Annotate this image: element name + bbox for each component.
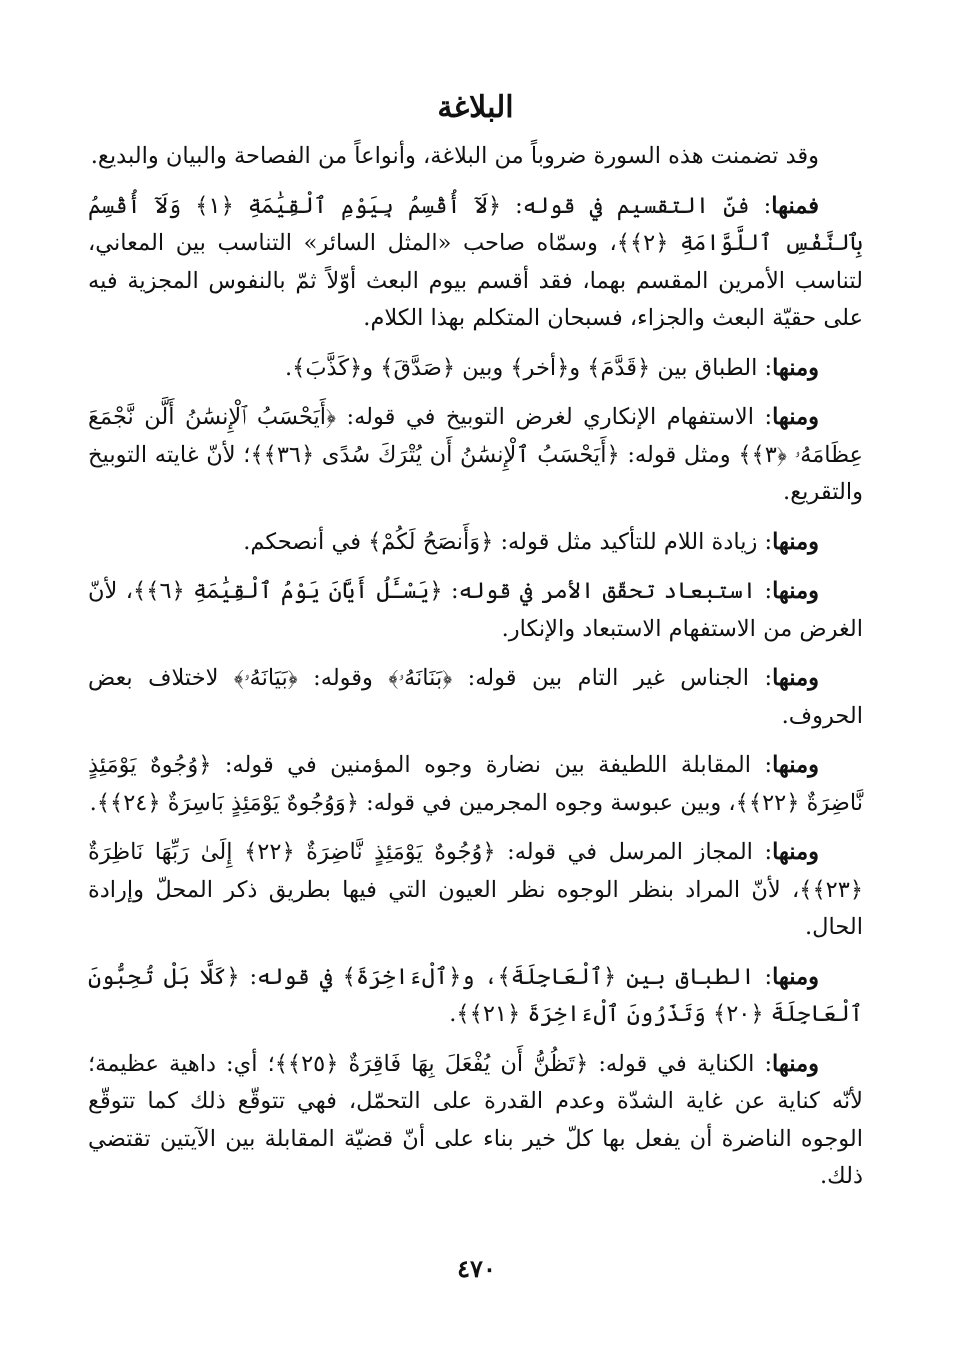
paragraph-lead: ومنها xyxy=(772,665,819,691)
paragraph-text: : الطباق بين ﴿قَدَّمَ﴾ و﴿أخر﴾ وبين ﴿صَدَّقَ﴾ و﴿كَذَّبَ﴾. xyxy=(285,354,773,381)
paragraph-lead: ومنها xyxy=(772,839,819,865)
paragraph-majaz-mursal xyxy=(88,834,863,947)
paragraph-text: : استبعاد تحقّق الأمر في قوله: ﴿يَسْـَٔلُ أَيَّانَ يَوْمُ ٱلْقِيَٰمَةِ ﴿٦﴾﴾، لأنّ الغرض من الاستفهام الاستبعاد والإنكار. xyxy=(88,578,863,642)
page-number: ٤٧٠ xyxy=(457,1254,496,1283)
paragraph-lead: ومنها xyxy=(772,404,819,430)
paragraph-text: : الكناية في قوله: ﴿تَظُنُّ أَن يُفْعَلَ بِهَا فَاقِرَةٌ ﴿٢٥﴾﴾؛ أي: داهية عظيمة؛ لأنّه كناية عن غاية الشدّة وعدم القدرة على التحمّل، فهي تتوقّع ذلك كما تتوقّع الوجوه الناضرة أن يفعل بها كلّ خير بناء على أنّ قضيّة المقابلة بين الآيتين تقتضي ذلك. xyxy=(88,1050,863,1189)
paragraph-lead: ومنها xyxy=(772,528,819,555)
paragraph-text: : الاستفهام الإنكاري لغرض التوبيخ في قوله: ﴿أَيَحْسَبُ ٱلْإِنسَٰنُ أَلَّن نَّجْمَعَ عِظَامَهُۥ ﴿٣﴾﴾ ومثل قوله: ﴿أَيَحْسَبُ ٱلْإِنسَٰنُ أَن يُتْرَكَ سُدًى ﴿٣٦﴾﴾؛ لأنّ غايته التوبيخ والتقريع. xyxy=(88,404,863,505)
paragraph-istibad xyxy=(88,573,863,648)
paragraph-lead: ومنها xyxy=(772,1050,819,1077)
paragraph-lead: فمنها xyxy=(771,192,819,219)
paragraph-text: : فنّ التقسيم في قوله: ﴿لَآ أُقْسِمُ بِيَوْمِ ٱلْقِيَٰمَةِ ﴿١﴾ وَلَآ أُقْسِمُ بِٱلنَّفْسِ ٱللَّوَّامَةِ ﴿٢﴾﴾، وسمّاه صاحب «المثل السائر» التناسب بين المعاني، لتناسب الأمرين المقسم بهما، فقد أقسم بيوم البعث أوّلاً ثمّ بالنفوس المجزية فيه على حقيّة البعث والجزاء، فسبحان المتكلم بهذا الكلام. xyxy=(88,192,864,331)
paragraph-lead: ومنها xyxy=(772,578,819,604)
intro-paragraph: وقد تضمنت هذه السورة ضروباً من البلاغة، وأنواعاً من الفصاحة والبيان والبديع. xyxy=(90,143,819,169)
paragraph-istifham xyxy=(88,399,863,512)
paragraph-ziyadat-allam xyxy=(88,524,863,562)
paragraph-text: : المجاز المرسل في قوله: ﴿وُجُوهٌ يَوْمَئِذٍ نَّاضِرَةٌ ﴿٢٢﴾ إِلَىٰ رَبِّهَا نَاظِرَةٌ ﴿٢٣﴾﴾، لأنّ المراد بنظر الوجوه نظر العيون التي فيها بطريق ذكر المحلّ وإرادة الحال. xyxy=(88,839,863,940)
paragraph-kinaya xyxy=(88,1046,863,1196)
paragraph-text: : الجناس غير التام بين قوله: ﴿بَنَانَهُۥ﴾ وقوله: ﴿بَيَانَهُۥ﴾ لاختلاف بعض الحروف. xyxy=(88,665,863,729)
paragraph-taqsim xyxy=(88,188,863,338)
paragraph-muqabala xyxy=(88,747,863,822)
paragraph-text: : زيادة اللام للتأكيد مثل قوله: ﴿وَأَنصَحُ لَكُمْ﴾ في أنصحكم. xyxy=(243,528,773,555)
paragraph-lead: ومنها xyxy=(772,963,819,990)
paragraph-text: : الطباق بين ﴿ٱلْعَاجِلَةَ﴾، و﴿ٱلْءَاخِرَةَ﴾ في قوله: ﴿كَلَّا بَلْ تُحِبُّونَ ٱلْعَاجِلَةَ ﴿٢٠﴾ وَتَذَرُونَ ٱلْءَاخِرَةَ ﴿٢١﴾﴾. xyxy=(88,963,863,1027)
paragraph-tibaq-2 xyxy=(88,959,863,1034)
page-title: البلاغة xyxy=(437,90,514,125)
paragraph-lead: ومنها xyxy=(772,752,819,778)
paragraph-jinas xyxy=(88,660,863,735)
paragraph-text: : المقابلة اللطيفة بين نضارة وجوه المؤمنين في قوله: ﴿وُجُوهٌ يَوْمَئِذٍ نَّاضِرَةٌ ﴿٢٢﴾﴾، وبين عبوسة وجوه المجرمين في قوله: ﴿وَوُجُوهٌ يَوْمَئِذٍ بَاسِرَةٌ ﴿٢٤﴾﴾. xyxy=(88,752,863,816)
paragraph-lead: ومنها xyxy=(772,354,819,381)
paragraph-tibaq xyxy=(88,350,863,388)
